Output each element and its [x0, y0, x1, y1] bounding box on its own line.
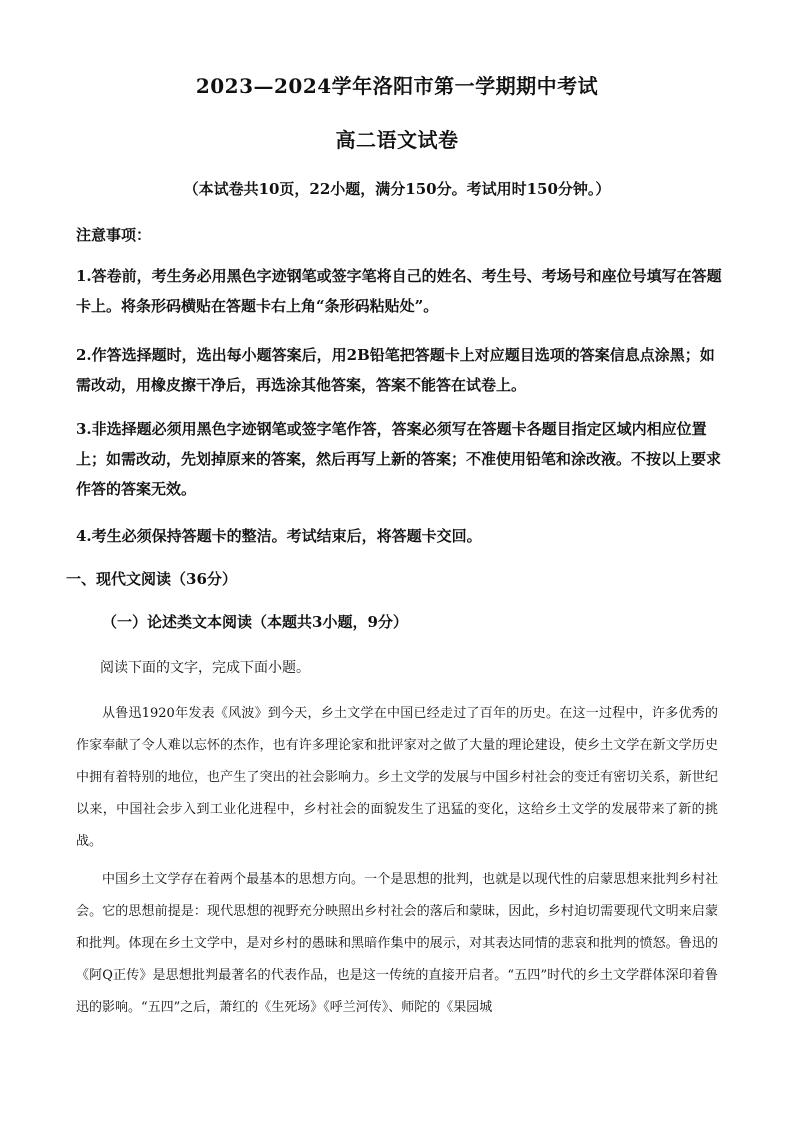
- notice-item-4: 4.考生必须保持答题卡的整洁。考试结束后，将答题卡交回。: [76, 527, 482, 545]
- section-title: 一、现代文阅读（36分）: [66, 570, 237, 588]
- exam-title: 2023—2024学年洛阳市第一学期期中考试: [195, 74, 599, 98]
- reading-instruction: 阅读下面的文字，完成下面小题。: [100, 660, 310, 676]
- notice-item-1: 1.答卷前，考生务必用黑色字迹钢笔或签字笔将自己的姓名、考生号、考场号和座位号填写在答题卡上。将条形码横贴在答题卡右上角“条形码粘贴处”。: [76, 267, 722, 315]
- exam-subtitle: 高二语文试卷: [335, 128, 459, 152]
- notice-item-3: 3.非选择题必须用黑色字迹钢笔或签字笔作答，答案必须写在答题卡各题目指定区域内相应位置上；如需改动，先划掉原来的答案，然后再写上新的答案；不准使用铅笔和涂改液。不按以上要求作答的答案无效。: [76, 420, 722, 498]
- passage-paragraph-2: 中国乡土文学存在着两个最基本的思想方向。一个是思想的批判，也就是以现代性的启蒙思想来批判乡村社会。它的思想前提是：现代思想的视野充分映照出乡村社会的落后和蒙昧，因此，乡村迫切需要现代文明来启蒙和批判。体现在乡土文学中，是对乡村的愚昧和黑暗作集中的展示，对其表达同情的悲哀和批判的愤怒。鲁迅的《阿Q正传》是思想批判最著名的代表作品，也是这一传统的直接开启者。“五四”时代的乡土文学群体深印着鲁迅的影响。“五四”之后，萧红的《生死场》《呼兰河传》、师陀的《果园城: [76, 872, 718, 1015]
- notice-heading: 注意事项：: [76, 226, 152, 244]
- exam-info: （本试卷共10页，22小题，满分150分。考试用时150分钟。）: [183, 180, 611, 198]
- notice-item-2: 2.作答选择题时，选出每小题答案后，用2B铅笔把答题卡上对应题目选项的答案信息点涂黑；如需改动，用橡皮擦干净后，再选涂其他答案，答案不能答在试卷上。: [76, 346, 715, 394]
- subsection-title: （一）论述类文本阅读（本题共3小题，9分）: [102, 613, 408, 631]
- passage-paragraph-1: 从鲁迅1920年发表《风波》到今天，乡土文学在中国已经走过了百年的历史。在这一过程中，许多优秀的作家奉献了令人难以忘怀的杰作，也有许多理论家和批评家对之做了大量的理论建设，使乡土文学在新文学历史中拥有着特别的地位，也产生了突出的社会影响力。乡土文学的发展与中国乡村社会的变迁有密切关系，新世纪以来，中国社会步入到工业化进程中，乡村社会的面貌发生了迅猛的变化，这给乡土文学的发展带来了新的挑战。: [76, 706, 718, 849]
